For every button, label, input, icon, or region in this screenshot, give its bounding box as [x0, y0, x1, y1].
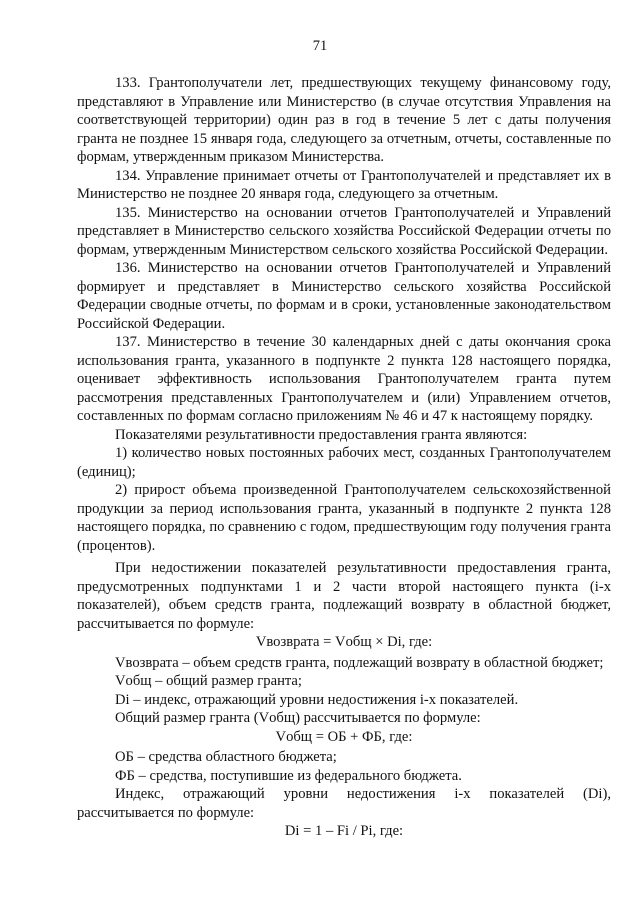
definition-ob: ОБ – средства областного бюджета;: [115, 749, 337, 765]
paragraph-134: 134. Управление принимает отчеты от Грантополучателей и представляет их в Министерство не позднее 20 января года, следующего за отчетным.: [77, 167, 611, 202]
paragraph-136: 136. Министерство на основании отчетов Грантополучателей и Управлений формирует и представляет в Министерство сельского хозяйства Российской Федерации сводные отчеты, по формам и в сроки, установленные законодательством Российской Федерации.: [77, 260, 611, 332]
document-body: [77, 74, 611, 843]
paragraph-135: 135. Министерство на основании отчетов Грантополучателей и Управлений представляет в Министерство сельского хозяйства Российской Федерации отчеты по формам, утвержденным Министерством сельского хозяйства Российской Федерации.: [77, 204, 611, 258]
definition-fb: ФБ – средства, поступившие из федерального бюджета.: [115, 767, 462, 784]
refund-formula: Vвозврата = Vобщ × Di, где:: [255, 634, 433, 650]
total-grant-intro: Общий размер гранта (Vобщ) рассчитывается по формуле:: [115, 710, 481, 726]
indicator-2: 2) прирост объема произведенной Грантополучателем сельскохозяйственной продукции за период использования гранта, указанный в подпункте 2 пункта 128 настоящего порядка, по сравнению с годом, предшествующим году получения гранта (процентов).: [77, 482, 611, 554]
indicator-1: 1) количество новых постоянных рабочих мест, созданных Грантополучателем (единиц);: [77, 445, 611, 480]
paragraph-137: 137. Министерство в течение 30 календарных дней с даты окончания срока использования гранта, указанного в подпункте 2 пункта 128 настоящего порядка, оценивает эффективность использования Грантополучателем гранта путем рассмотрения представленных Грантополучателем и (или) Управлением отчетов, составленных по формам согласно приложениям № 46 и 47 к настоящему порядку.: [77, 334, 611, 424]
definition-v-total: Vобщ – общий размер гранта;: [115, 673, 302, 689]
total-grant-formula: Vобщ = ОБ + ФБ, где:: [275, 728, 413, 745]
indicators-heading: Показателями результативности предоставления гранта являются:: [115, 426, 528, 443]
index-formula: Di = 1 – Fi / Pi, где:: [284, 823, 404, 839]
paragraph-133: 133. Грантополучатели лет, предшествующих текущему финансовому году, представляют в Управление или Министерство (в случае отсутствия Управления на соответствующей территории) один раз в год в течение 5 лет с даты получения гранта не позднее 15 января года, следующего за отчетным, отчеты, составленные по формам, утвержденным приказом Министерства.: [77, 75, 611, 165]
definition-v-refund: Vвозврата – объем средств гранта, подлежащий возврату в областной бюджет;: [115, 654, 604, 671]
definition-di: Di – индекс, отражающий уровни недостижения i-х показателей.: [115, 691, 519, 708]
refund-intro: При недостижении показателей результативности предоставления гранта, предусмотренных подпунктами 1 и 2 части второй настоящего пункта (i-х показателей), объем средств гранта, подлежащий возврату в областной бюджет, рассчитывается по формуле:: [77, 560, 611, 632]
index-intro: Индекс, отражающий уровни недостижения i-х показателей (Di), рассчитывается по формуле:: [77, 786, 611, 821]
page-number: 71: [312, 38, 328, 54]
